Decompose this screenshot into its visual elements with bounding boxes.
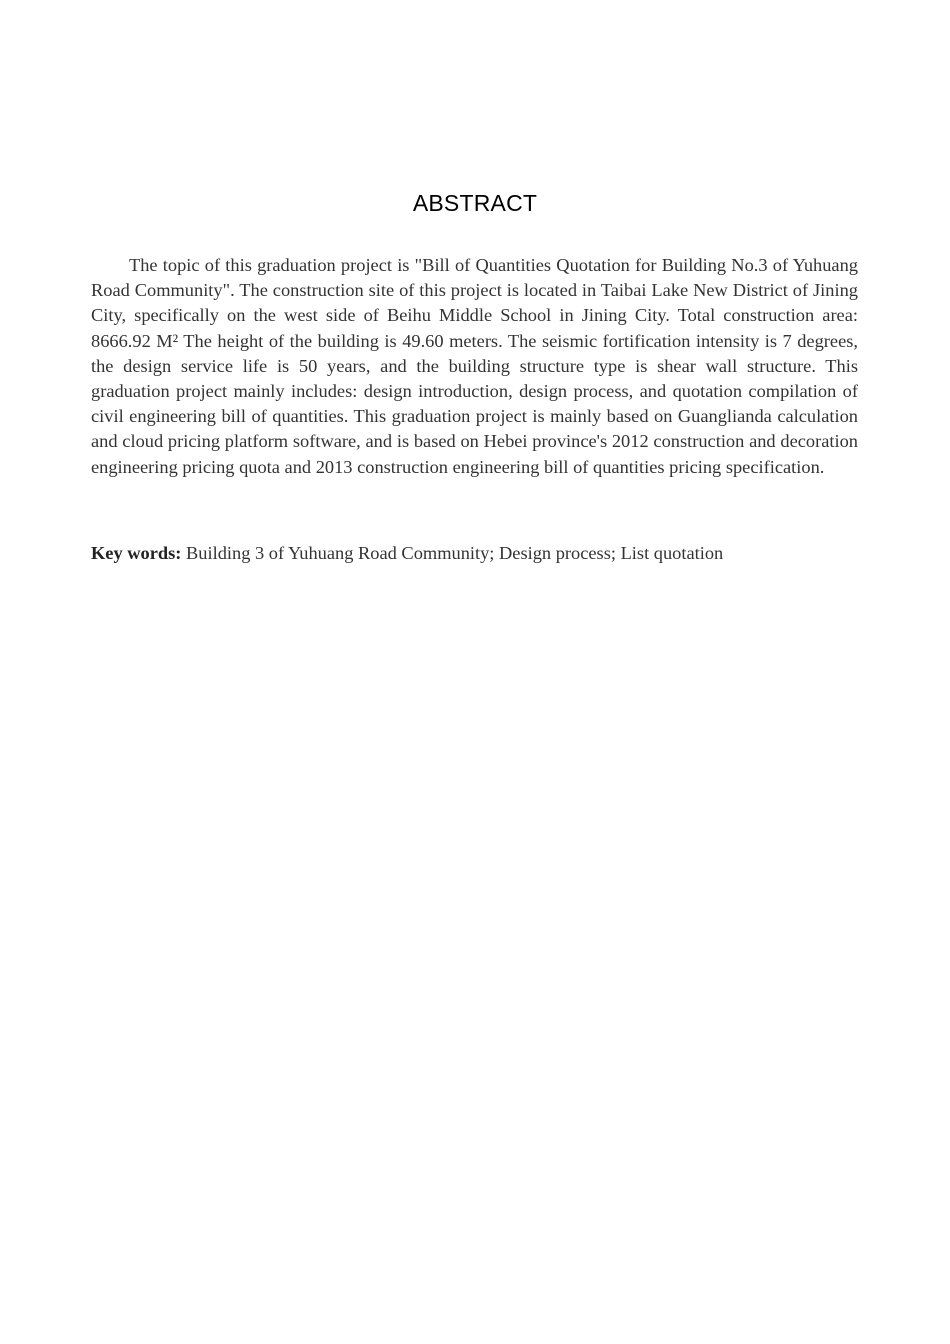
keywords-text: Building 3 of Yuhuang Road Community; Design process; List quotation	[186, 543, 724, 563]
keywords-line	[91, 541, 858, 566]
abstract-paragraph: The topic of this graduation project is "Bill of Quantities Quotation for Building No.3 of Yuhuang Road Community". The construction site of this project is located in Taibai Lake New District of Jining City, specifically on the west side of Beihu Middle School in Jining City. Total construction area: 8666.92 M² The height of the building is 49.60 meters. The seismic fortification intensity is 7 degrees, the design service life is 50 years, and the building structure type is shear wall structure. This graduation project mainly includes: design introduction, design process, and quotation compilation of civil engineering bill of quantities. This graduation project is mainly based on Guanglianda calculation and cloud pricing platform software, and is based on Hebei province's 2012 construction and decoration engineering pricing quota and 2013 construction engineering bill of quantities pricing specification.	[91, 255, 858, 477]
keywords-label: Key words:	[91, 543, 182, 563]
page-title: ABSTRACT	[412, 190, 538, 216]
